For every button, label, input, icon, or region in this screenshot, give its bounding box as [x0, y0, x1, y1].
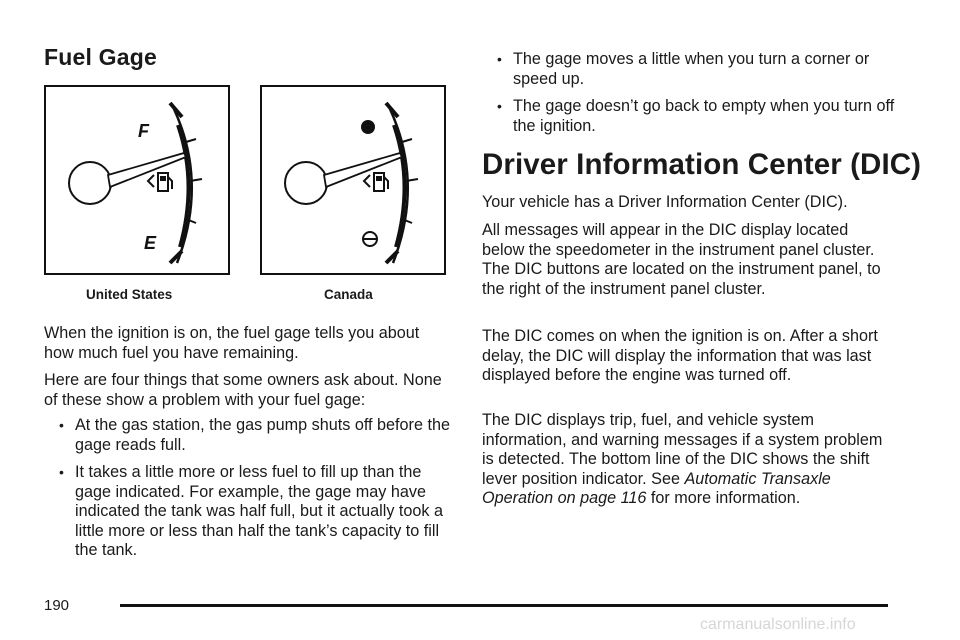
full-label: F: [138, 121, 149, 141]
list-item: [482, 97, 902, 136]
paragraph-dic-intro: Your vehicle has a Driver Information Center (DIC).: [482, 193, 848, 211]
bullet-glyph: •: [497, 98, 502, 114]
fuel-pump-icon: [364, 173, 388, 191]
paragraph-dic-displays: [482, 411, 892, 509]
bullet-text: The gage doesn’t go back to empty when you turn off the ignition.: [513, 97, 895, 135]
caption-us: United States: [86, 287, 173, 302]
page-number: 190: [44, 597, 70, 614]
bullet-text: At the gas station, the gas pump shuts off before the gage reads full.: [75, 416, 450, 454]
bullet-glyph: •: [59, 464, 64, 480]
list-item: [44, 463, 452, 561]
dic-displays-text: The DIC displays trip, fuel, and vehicle system information, and warning messages if a system problem is detected. The bottom line of the DIC shows the shift lever position indicator. See: [482, 411, 883, 488]
paragraph-four-things: Here are four things that some owners ask about. None of these show a problem with your fuel gage:: [44, 371, 442, 409]
bullet-glyph: •: [59, 417, 64, 433]
watermark: carmanualsonline.info: [700, 616, 856, 633]
empty-label: E: [144, 233, 157, 253]
fuel-gage-figure-canada: [260, 85, 446, 275]
dic-displays-text-end: for more information.: [646, 489, 801, 507]
bullet-list-left: [44, 416, 452, 569]
bullet-text: It takes a little more or less fuel to fill up than the gage indicated. For example, the gage may have indicated the tank was half full, but it actually took a little more or less than half the tank’s capacity to fill the tank.: [75, 463, 444, 559]
fuel-gage-us-drawing: [46, 87, 232, 277]
full-symbol-icon: [361, 120, 375, 134]
fuel-pump-icon: [148, 173, 172, 191]
caption-canada: Canada: [324, 287, 373, 302]
list-item: [44, 416, 452, 455]
dic-heading: Driver Information Center (DIC): [482, 148, 922, 181]
bullet-text: The gage moves a little when you turn a corner or speed up.: [513, 50, 870, 88]
section-title: Fuel Gage: [44, 44, 157, 70]
paragraph-dic-comes-on: The DIC comes on when the ignition is on. After a short delay, the DIC will display the information that was last displayed before the engine was turned off.: [482, 327, 878, 384]
paragraph-ignition: When the ignition is on, the fuel gage tells you about how much fuel you have remaining.: [44, 324, 420, 362]
bullet-glyph: •: [497, 51, 502, 67]
bullet-list-right: [482, 50, 902, 144]
fuel-gage-canada-drawing: [262, 87, 448, 277]
fuel-gage-figure-us: [44, 85, 230, 275]
paragraph-dic-messages: All messages will appear in the DIC display located below the speedometer in the instrument panel cluster. The DIC buttons are located on the instrument panel, to the right of the instrument panel cluster.: [482, 221, 881, 298]
page-reference-link[interactable]: Automatic Transaxle Operation on page 116: [482, 469, 831, 507]
list-item: [482, 50, 902, 89]
footer-rule: [120, 604, 888, 607]
